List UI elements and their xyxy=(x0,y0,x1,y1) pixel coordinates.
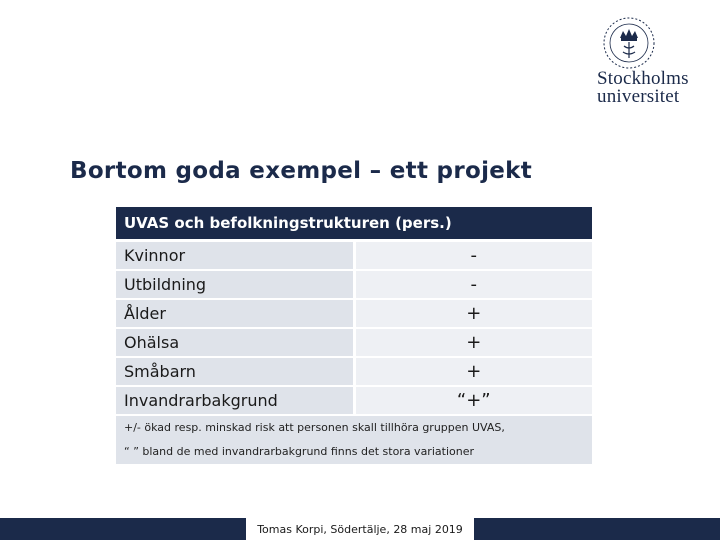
row-label: Ohälsa xyxy=(116,328,354,357)
table-row xyxy=(116,241,592,271)
logo-text-line1: Stockholms xyxy=(597,68,689,89)
table-row xyxy=(116,299,592,328)
university-logo xyxy=(597,16,689,107)
row-value: + xyxy=(354,299,592,328)
table-row xyxy=(116,270,592,299)
table-row xyxy=(116,357,592,386)
row-value: - xyxy=(354,270,592,299)
note-line-2: “ ” bland de med invandrarbakgrund finns det stora variationer xyxy=(124,445,474,458)
row-value: “+” xyxy=(354,386,592,415)
logo-text-line2: universitet xyxy=(597,86,680,107)
slide-title: Bortom goda exempel – ett projekt xyxy=(70,158,533,184)
row-label: Småbarn xyxy=(116,357,354,386)
footer-bar xyxy=(0,518,720,540)
row-value: + xyxy=(354,328,592,357)
table-header-row xyxy=(116,207,592,241)
row-label: Ålder xyxy=(116,299,354,328)
crown-seal-icon xyxy=(602,16,656,70)
table-header: UVAS och befolkningstrukturen (pers.) xyxy=(116,207,592,241)
table-row xyxy=(116,328,592,357)
note-line-1: +/- ökad resp. minskad risk att personen skall tillhöra gruppen UVAS, xyxy=(124,421,505,434)
row-label: Kvinnor xyxy=(116,241,354,271)
row-value: - xyxy=(354,241,592,271)
table-note xyxy=(116,415,592,464)
risk-table xyxy=(116,207,592,464)
row-label: Utbildning xyxy=(116,270,354,299)
row-value: + xyxy=(354,357,592,386)
row-label: Invandrarbakgrund xyxy=(116,386,354,415)
table-note-row xyxy=(116,415,592,464)
footer-text: Tomas Korpi, Södertälje, 28 maj 2019 xyxy=(246,518,474,540)
table-row xyxy=(116,386,592,415)
